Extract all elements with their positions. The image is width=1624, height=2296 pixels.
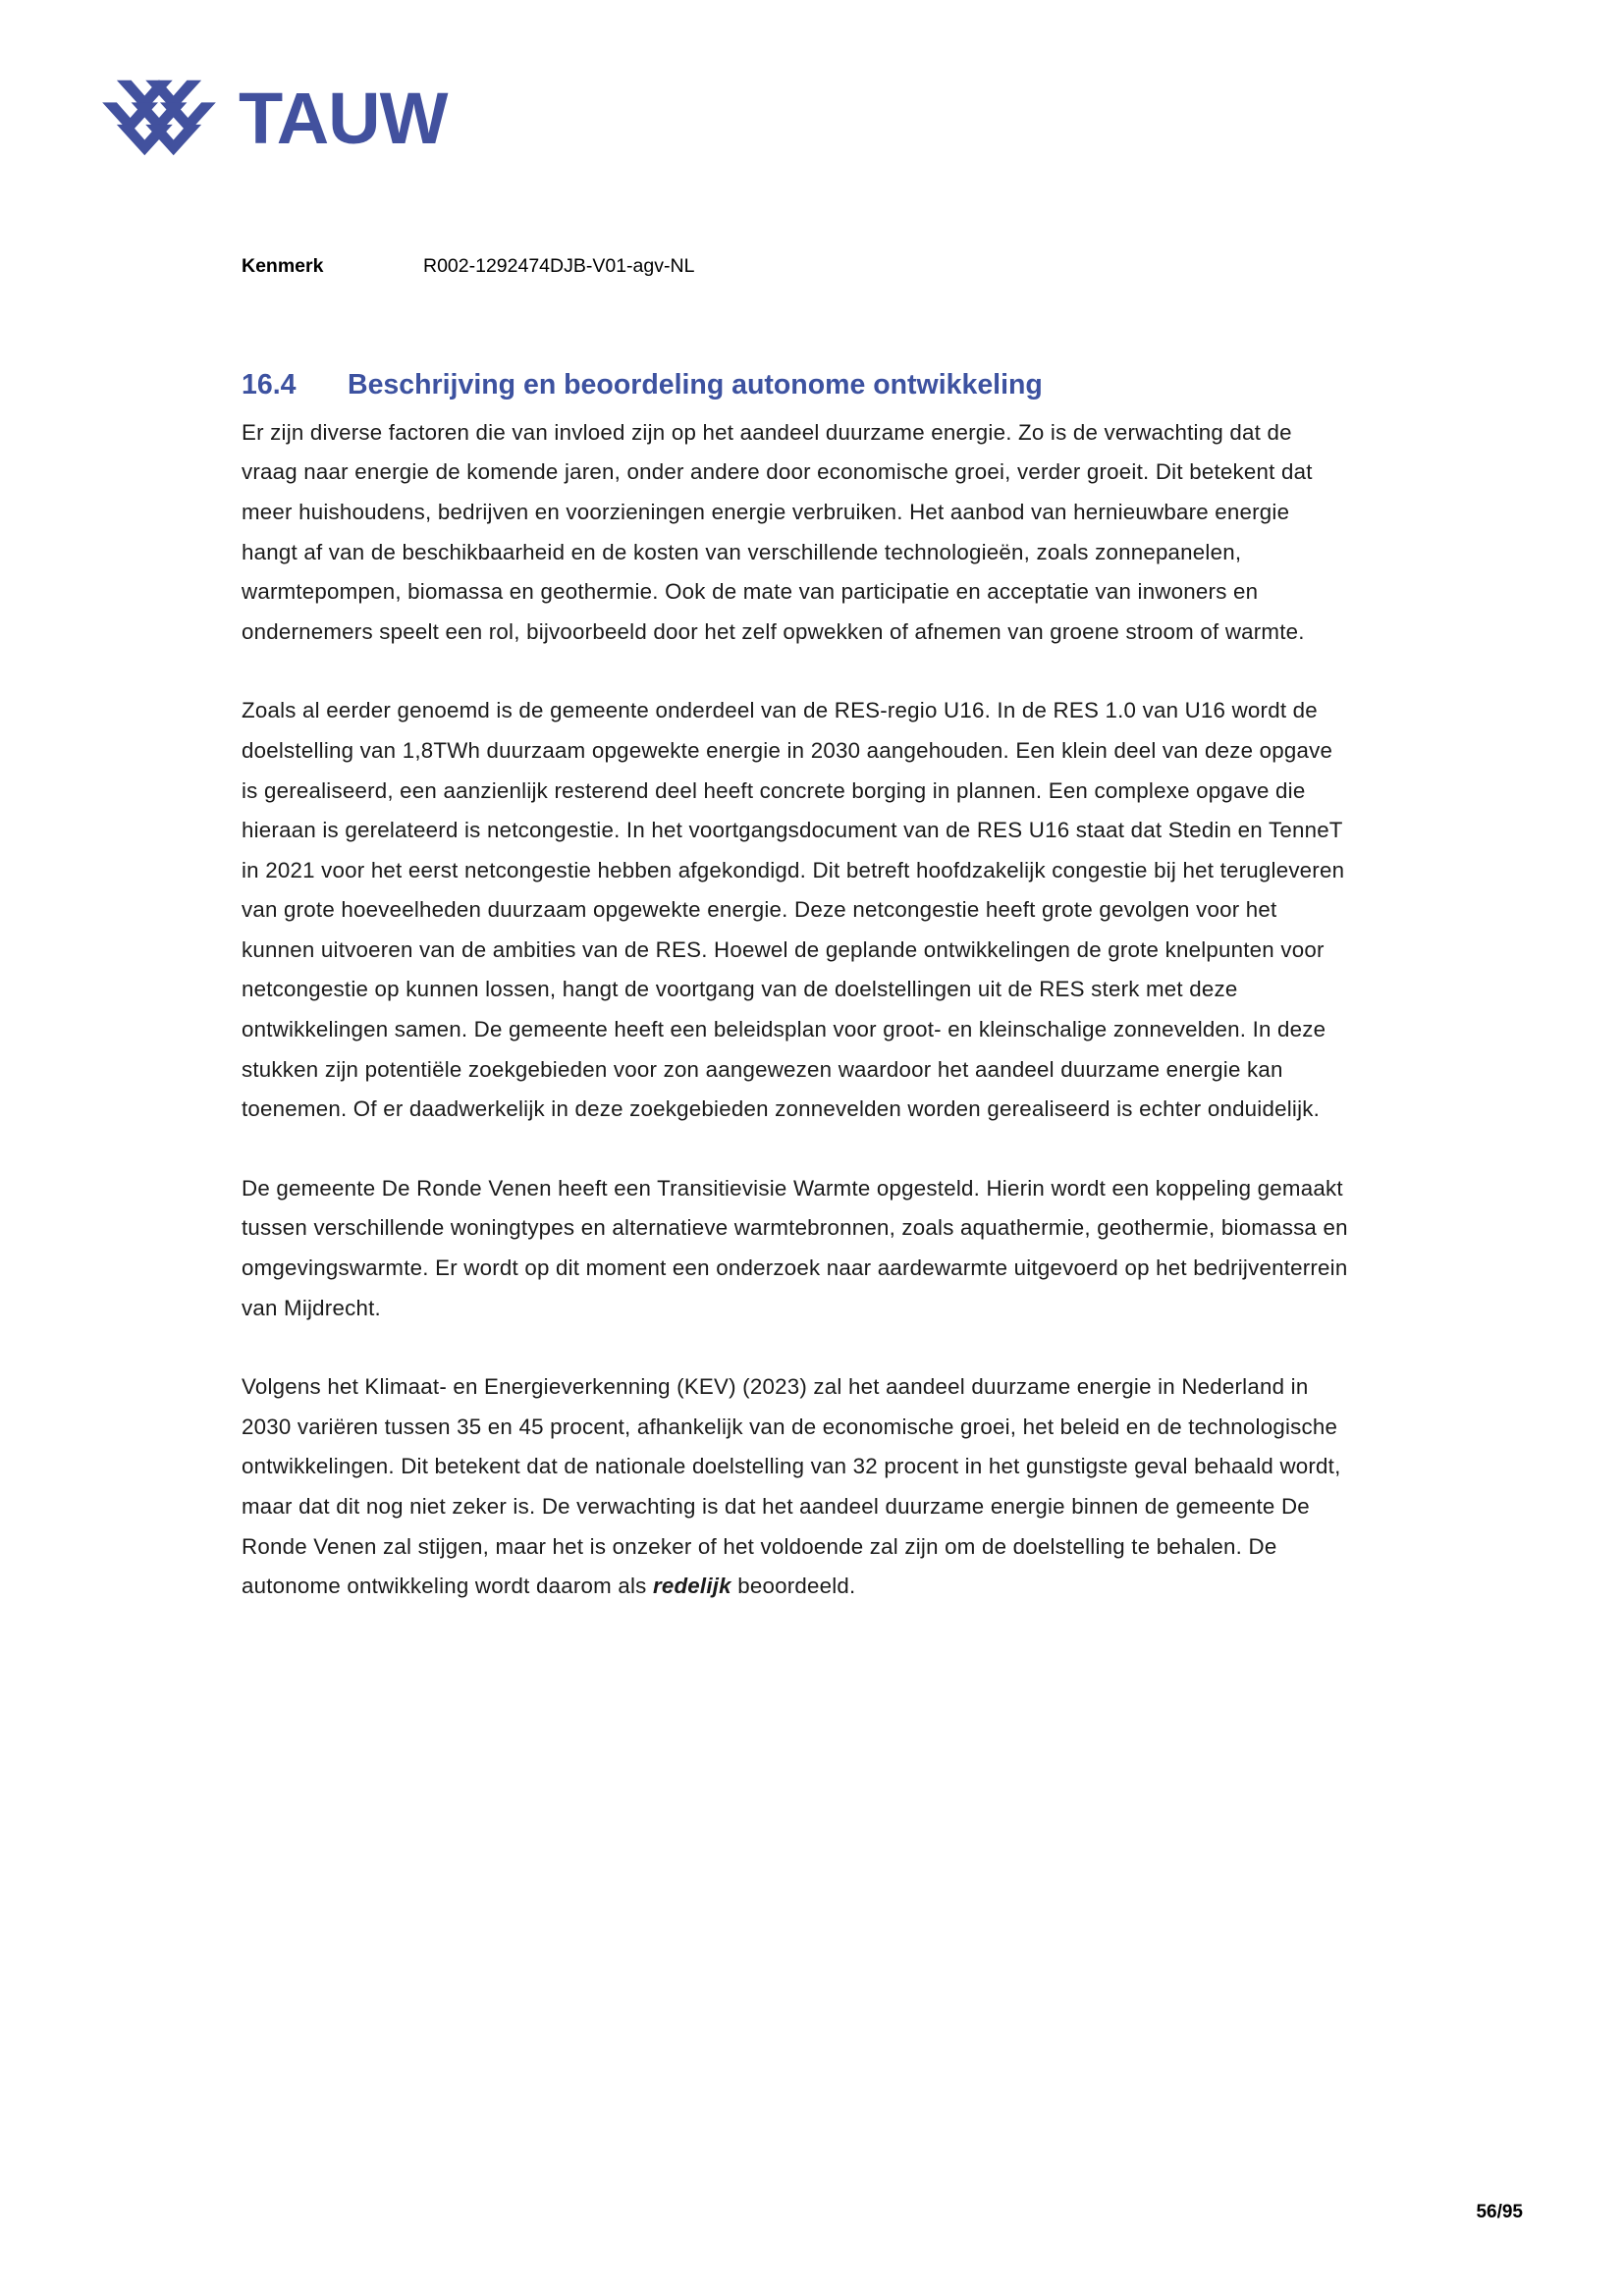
page-number: 56/95 bbox=[1476, 2202, 1523, 2222]
paragraph-4-tail: beoordeeld. bbox=[731, 1574, 856, 1599]
paragraph-3: De gemeente De Ronde Venen heeft een Transitievisie Warmte opgesteld. Hierin wordt een koppeling gemaakt tussen verschillende woningtypes en alternatieve warmtebronnen, zoals aquathermie, geothermie, biomassa en omgevingswarmte. Er wordt op dit moment een onderzoek naar aardewarmte uitgevoerd op het bedrijventerrein van Mijdrecht. bbox=[242, 1175, 1348, 1320]
tauw-wordmark: TAUW bbox=[239, 78, 448, 159]
kenmerk-value: R002-1292474DJB-V01-agv-NL bbox=[423, 255, 695, 277]
kenmerk-row bbox=[242, 257, 694, 277]
tauw-logo bbox=[101, 71, 447, 167]
paragraph-4-lead: Volgens het Klimaat- en Energieverkenning (KEV) (2023) zal het aandeel duurzame energie in Nederland in 2030 variëren tussen 35 en 45 procent, afhankelijk van de economische groei, het beleid en de technologische ontwikkelingen. Dit betekent dat de nationale doelstelling van 32 procent in het gunstigste geval behaald wordt, maar dat dit nog niet zeker is. De verwachting is dat het aandeel duurzame energie binnen de gemeente De Ronde Venen zal stijgen, maar het is onzeker of het voldoende zal zijn om de doelstelling te behalen. De autonome ontwikkeling wordt daarom als bbox=[242, 1374, 1341, 1599]
paragraph-4 bbox=[242, 1367, 1349, 1607]
document-body bbox=[242, 369, 1349, 1607]
section-heading bbox=[242, 369, 1349, 401]
tauw-chevron-lattice-logo-icon bbox=[101, 71, 217, 167]
paragraph-1: Er zijn diverse factoren die van invloed zijn op het aandeel duurzame energie. Zo is de verwachting dat de vraag naar energie de komende jaren, onder andere door economische groei, verder groeit. Dit betekent dat meer huishoudens, bedrijven en voorzieningen energie verbruiken. Het aanbod van hernieuwbare energie hangt af van de beschikbaarheid en de kosten van verschillende technologieën, zoals zonnepanelen, warmtepompen, biomassa en geothermie. Ook de mate van participatie en acceptatie van inwoners en ondernemers speelt een rol, bijvoorbeeld door het zelf opwekken of afnemen van groene stroom of warmte. bbox=[242, 419, 1313, 644]
paragraph-2: Zoals al eerder genoemd is de gemeente onderdeel van de RES-regio U16. In de RES 1.0 van U16 wordt de doelstelling van 1,8TWh duurzaam opgewekte energie in 2030 aangehouden. Een klein deel van deze opgave is gerealiseerd, een aanzienlijk resterend deel heeft concrete borging in plannen. Een complexe opgave die hieraan is gerelateerd is netcongestie. In het voortgangsdocument van de RES U16 staat dat Stedin en TenneT in 2021 voor het eerst netcongestie hebben afgekondigd. Dit betreft hoofdzakelijk congestie bij het terugleveren van grote hoeveelheden duurzaam opgewekte energie. Deze netcongestie heeft grote gevolgen voor het kunnen uitvoeren van de ambities van de RES. Hoewel de geplande ontwikkelingen de grote knelpunten voor netcongestie op kunnen lossen, hangt de voortgang van de doelstellingen uit de RES sterk met deze ontwikkelingen samen. De gemeente heeft een beleidsplan voor groot- en kleinschalige zonnevelden. In deze stukken zijn potentiële zoekgebieden voor zon aangewezen waardoor het aandeel duurzame energie kan toenemen. Of er daadwerkelijk in deze zoekgebieden zonnevelden worden gerealiseerd is echter onduidelijk. bbox=[242, 698, 1345, 1122]
section-number: 16.4 bbox=[242, 369, 297, 400]
assessment-emphasis: redelijk bbox=[652, 1574, 731, 1599]
section-title: Beschrijving en beoordeling autonome ontwikkeling bbox=[348, 369, 1043, 400]
kenmerk-label: Kenmerk bbox=[242, 255, 324, 277]
